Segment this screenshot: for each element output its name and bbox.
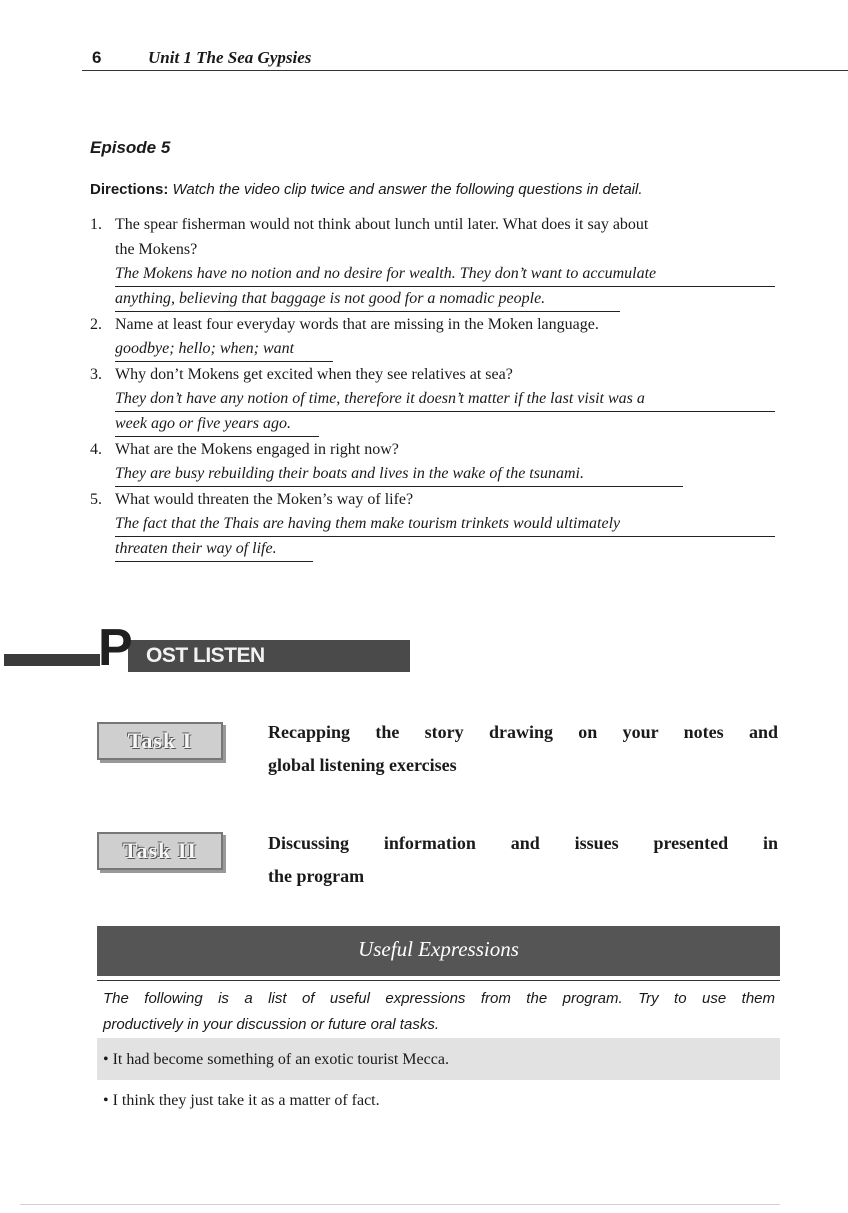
useful-expressions-title: Useful Expressions — [358, 937, 519, 961]
task-2-desc-line: the program — [268, 866, 365, 886]
qa-list — [0, 212, 848, 562]
answer-line: They are busy rebuilding their boats and lives in the wake of the tsunami. — [115, 462, 683, 487]
post-listening-banner — [0, 619, 420, 677]
question-text: What are the Mokens engaged in right now? — [115, 441, 399, 458]
question-line — [0, 362, 775, 387]
question-number: 5. — [90, 491, 102, 508]
qa-item-3 — [0, 362, 848, 437]
question-text: Name at least four everyday words that are missing in the Moken language. — [115, 316, 599, 333]
qa-item-4 — [0, 437, 848, 487]
directions-text: Watch the video clip twice and answer the following questions in detail. — [168, 181, 643, 198]
answer-line: They don’t have any notion of time, therefore it doesn’t matter if the last visit was a — [115, 387, 775, 412]
task-1-tag — [97, 722, 223, 760]
answer-line: goodbye; hello; when; want — [115, 337, 333, 362]
question-number: 2. — [90, 316, 102, 333]
question-line — [0, 312, 775, 337]
episode-heading: Episode 5 — [90, 138, 171, 157]
banner-bar — [4, 654, 100, 666]
question-text: The spear fisherman would not think about lunch until later. What does it say about — [115, 216, 649, 233]
banner-initial: P — [98, 619, 133, 677]
useful-rule — [97, 980, 780, 981]
directions-label: Directions: — [90, 181, 169, 198]
question-line — [0, 212, 775, 237]
useful-intro — [103, 986, 775, 1038]
answer-line: week ago or five years ago. — [115, 412, 319, 437]
task-2-tag — [97, 832, 223, 870]
task-1-desc-line: Recapping the story drawing on your notes and — [268, 722, 778, 742]
qa-item-1 — [0, 212, 848, 312]
question-text: What would threaten the Moken’s way of life? — [115, 491, 414, 508]
task-1-label: Task I — [127, 728, 193, 753]
question-line — [0, 437, 775, 462]
answer-line: anything, believing that baggage is not good for a nomadic people. — [115, 287, 620, 312]
banner-text: OST LISTEN — [146, 644, 265, 667]
answer-line: threaten their way of life. — [115, 537, 313, 562]
useful-intro-line: The following is a list of useful expressions from the program. Try to use them — [103, 990, 775, 1007]
task-2-label: Task II — [122, 838, 198, 863]
directions — [90, 181, 643, 198]
question-number: 4. — [90, 441, 102, 458]
page-header — [0, 40, 848, 76]
answer-line: The fact that the Thais are having them make tourism trinkets would ultimately — [115, 512, 775, 537]
answer-line: The Mokens have no notion and no desire for wealth. They don’t want to accumulate — [115, 262, 775, 287]
page-number: 6 — [92, 48, 102, 67]
header-rule — [82, 70, 848, 71]
task-2-description — [268, 827, 778, 893]
footer-rule — [20, 1204, 780, 1205]
useful-expressions-banner — [97, 926, 780, 976]
useful-intro-line: productively in your discussion or future oral tasks. — [103, 1016, 439, 1033]
expression-item: • I think they just take it as a matter of fact. — [103, 1092, 380, 1109]
task-1-desc-line: global listening exercises — [268, 755, 457, 775]
expression-item: • It had become something of an exotic tourist Mecca. — [103, 1051, 449, 1068]
task-1-description — [268, 716, 778, 782]
question-text: Why don’t Mokens get excited when they see relatives at sea? — [115, 366, 513, 383]
qa-item-2 — [0, 312, 848, 362]
task-2-desc-line: Discussing information and issues presented in — [268, 833, 778, 853]
question-line: the Mokens? — [115, 241, 198, 258]
unit-title: Unit 1 The Sea Gypsies — [148, 48, 312, 67]
question-line — [0, 487, 775, 512]
question-number: 3. — [90, 366, 102, 383]
question-number: 1. — [90, 216, 102, 233]
qa-item-5 — [0, 487, 848, 562]
